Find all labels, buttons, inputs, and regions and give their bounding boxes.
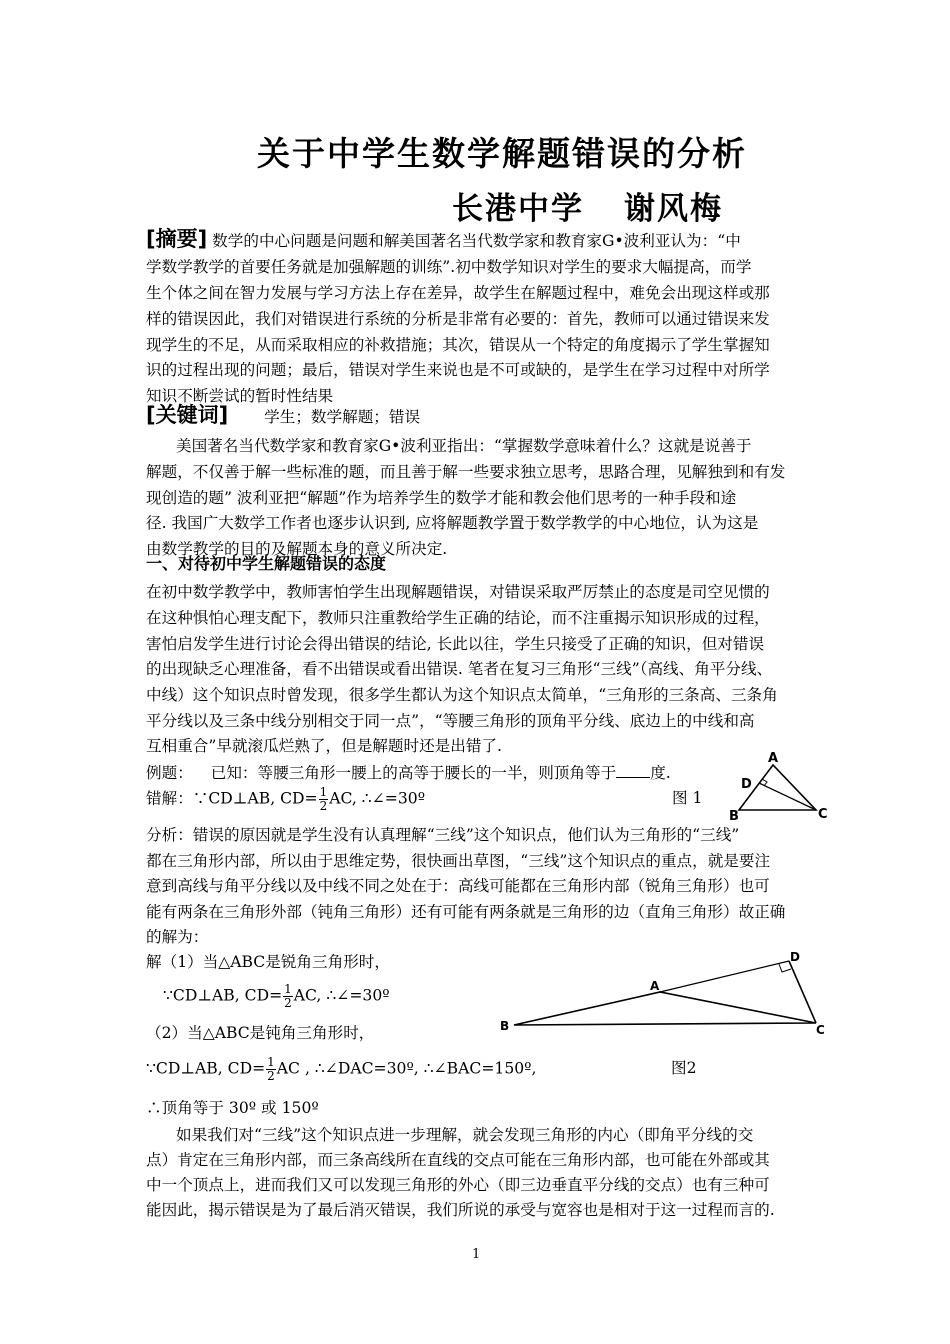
- case1-post: AC, ∴∠=30º: [293, 986, 390, 1005]
- keywords-text: 学生；数学解题；错误: [264, 408, 421, 426]
- figure1-triangle: [724, 752, 834, 822]
- author-school: 长港中学: [452, 191, 584, 227]
- closing-line-2: 中一个顶点上，进而我们又可以发现三角形的外心（即三边垂直平分线的交点）也有三种可: [146, 1176, 770, 1194]
- fraction-numerator: 1: [284, 982, 292, 996]
- fraction-denominator: 2: [319, 799, 328, 813]
- example-suffix: 度.: [650, 764, 671, 782]
- figure2-label-a: A: [650, 979, 660, 993]
- case2-post: AC , ∴∠DAC=30º, ∴∠BAC=150º,: [276, 1059, 537, 1078]
- solution-case1-formula: [163, 983, 390, 1010]
- abstract-line-1: 学数学教学的首要任务就是加强解题的训练”.初中数学知识对学生的要求大幅提高，而学: [146, 258, 752, 276]
- analysis-line-0: 分析：错误的原因就是学生没有认真理解“三线”这个知识点，他们认为三角形的“三线”: [146, 826, 740, 844]
- page-title: 关于中学生数学解题错误的分析: [257, 134, 747, 173]
- wrong-suffix: AC, ∴∠=30º: [329, 789, 426, 808]
- figure2-altitude: [789, 961, 816, 1023]
- fraction-numerator: 1: [319, 785, 328, 799]
- abstract-text-0: 数学的中心问题是问题和解美国著名当代数学家和教育家G•波利亚认为：“中: [212, 232, 741, 250]
- figure2-label-b: B: [500, 1019, 510, 1033]
- abstract-line-5: 识的过程出现的问题；最后，错误对学生来说也是不可或缺的，是学生在学习过程中对所学: [146, 361, 770, 379]
- intro-line-0: 美国著名当代数学家和教育家G•波利亚指出：“掌握数学意味着什么？这就是说善于: [176, 437, 752, 455]
- closing-line-3: 能因此，揭示错误是为了最后消灭错误，我们所说的承受与宽容也是相对于这一过程而言的.: [146, 1201, 775, 1219]
- section1-line-6: 互相重合”早就滚瓜烂熟了，但是解题时还是出错了.: [146, 737, 502, 755]
- fraction-one-half: [319, 786, 329, 813]
- solution-conclusion: ∴顶角等于 30º 或 150º: [146, 1099, 319, 1117]
- figure1-label-d: D: [741, 777, 752, 792]
- intro-line-1: 解题，不仅善于解一些标准的题，而且善于解一些要求独立思考，思路合理，见解独到和有发: [146, 463, 786, 481]
- fraction-numerator: 1: [267, 1055, 275, 1069]
- analysis-line-3: 能有两条在三角形外部（钝角三角形）还有可能有两条就是三角形的边（直角三角形）故正确: [146, 903, 786, 921]
- section1-line-0: 在初中数学教学中，教师害怕学生出现解题错误，对错误采取严厉禁止的态度是司空见惯的: [146, 583, 770, 601]
- abstract-line-2: 生个体之间在智力发展与学习方法上存在差异，故学生在解题过程中，难免会出现这样或那: [146, 284, 770, 302]
- abstract-tag: [摘要]: [146, 227, 208, 251]
- example-text: 已知：等腰三角形一腰上的高等于腰长的一半，则顶角等于: [210, 764, 617, 782]
- figure1-label-a: A: [768, 752, 779, 766]
- solution-case2-formula: [146, 1056, 536, 1083]
- wrong-solution-line: [146, 786, 425, 813]
- figure2-caption: 图2: [671, 1059, 697, 1077]
- keywords-tag: [关键词]: [146, 403, 229, 427]
- author-line: [452, 183, 723, 228]
- abstract-line-3: 样的错误因此，我们对错误进行系统的分析是非常有必要的：首先，教师可以通过错误来发: [146, 310, 770, 328]
- closing-line-0: 如果我们对“三线”这个知识点进一步理解，就会发现三角形的内心（即角平分线的交: [176, 1126, 754, 1144]
- example-prefix: 例题：: [146, 764, 193, 782]
- figure2-triangle: [496, 948, 832, 1040]
- page-number: 1: [472, 1247, 481, 1262]
- intro-line-3: 径. 我国广大数学工作者也逐步认识到, 应将解题教学置于数学教学的中心地位，认为这是: [146, 514, 759, 532]
- closing-line-1: 点）肯定在三角形内部，而三条高线所在直线的交点可能在三角形内部，也可能在外部或其: [146, 1151, 770, 1169]
- wrong-prefix: 错解：∵CD⊥AB, CD=: [146, 789, 318, 808]
- figure1-altitude: [759, 783, 816, 810]
- figure2-triangle-shape: [514, 992, 816, 1025]
- fraction-denominator: 2: [267, 1069, 275, 1083]
- answer-blank: [616, 763, 650, 778]
- case1-pre: ∵CD⊥AB, CD=: [163, 986, 283, 1005]
- fraction-denominator: 2: [284, 996, 292, 1010]
- figure2-right-angle-mark: [779, 964, 791, 972]
- fraction-one-half: [266, 1056, 276, 1083]
- section1-heading: 一、对待初中学生解题错误的态度: [146, 554, 387, 573]
- keywords-line: [146, 403, 420, 429]
- analysis-line-1: 都在三角形内部，所以由于思维定势，很快画出草图，“三线”这个知识点的重点，就是要注: [146, 852, 771, 870]
- section1-line-1: 在这种惧怕心理支配下，教师只注重教给学生正确的结论，而不注重揭示知识形成的过程，: [146, 609, 770, 627]
- section1-line-2: 害怕启发学生进行讨论会得出错误的结论, 长此以往，学生只接受了正确的知识，但对错误: [146, 635, 765, 653]
- solution-case2: （2）当△ABC是钝角三角形时，: [146, 1024, 375, 1042]
- section1-line-5: 平分线以及三条中线分别相交于同一点”，“等腰三角形的顶角平分线、底边上的中线和高: [146, 712, 755, 730]
- figure1-label-b: B: [729, 809, 739, 822]
- author-name: 谢风梅: [624, 191, 723, 227]
- example-line: [146, 761, 671, 785]
- fraction-one-half: [283, 983, 293, 1010]
- abstract-line-6: 知识不断尝试的暂时性结果: [146, 387, 334, 405]
- analysis-line-2: 意到高线与角平分线以及中线不同之处在于：高线可能都在三角形内部（锐角三角形）也可: [146, 877, 770, 895]
- figure1-caption: 图 1: [672, 789, 703, 807]
- figure1-label-c: C: [818, 807, 828, 822]
- case2-pre: ∵CD⊥AB, CD=: [146, 1059, 266, 1078]
- abstract-line-0: [146, 227, 741, 253]
- figure2-label-d: D: [790, 950, 800, 964]
- intro-line-2: 现创造的题” 波利亚把“解题”作为培养学生的数学才能和教会他们思考的一种手段和途: [146, 489, 737, 507]
- analysis-line-4: 的解为：: [146, 928, 209, 946]
- solution-case1: 解（1）当△ABC是锐角三角形时，: [146, 953, 390, 971]
- figure2-extension: [660, 961, 789, 992]
- abstract-line-4: 现学生的不足，从而采取相应的补救措施；其次，错误从一个特定的角度揭示了学生掌握知: [146, 336, 770, 354]
- section1-line-4: 中线）这个知识点时曾发现，很多学生都认为这个知识点太简单，“三角形的三条高、三条角: [146, 686, 778, 704]
- intro-line-4: 由数学教学的目的及解题本身的意义所决定.: [146, 540, 448, 558]
- figure2-label-c: C: [816, 1023, 825, 1037]
- section1-line-3: 的出现缺乏心理准备，看不出错误或看出错误. 笔者在复习三角形“三线”（高线、角平分线、: [146, 660, 773, 678]
